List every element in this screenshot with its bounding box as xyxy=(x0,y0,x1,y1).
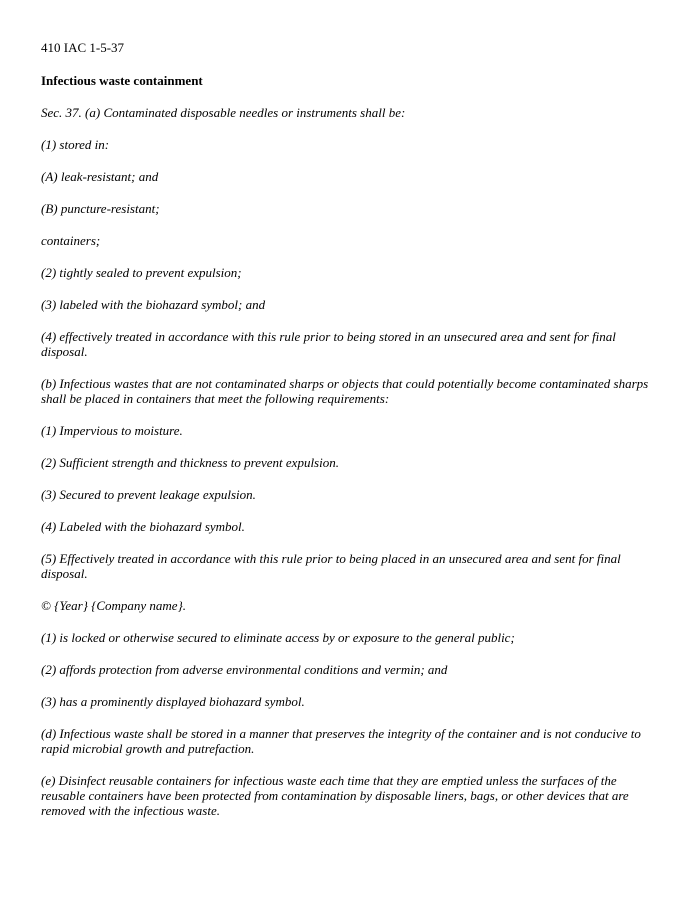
paragraph-b-5: (5) Effectively treated in accordance with this rule prior to being placed in an unsecured area and sent for final disposal. xyxy=(41,551,621,581)
paragraph-c-2: (2) affords protection from adverse environmental conditions and vermin; and xyxy=(41,662,448,677)
paragraph-c-3: (3) has a prominently displayed biohazard symbol. xyxy=(41,694,305,709)
paragraph-sec-37-a: Sec. 37. (a) Contaminated disposable needles or instruments shall be: xyxy=(41,105,406,120)
paragraph-b-4: (4) Labeled with the biohazard symbol. xyxy=(41,519,245,534)
paragraph-a-2: (2) tightly sealed to prevent expulsion; xyxy=(41,265,242,280)
paragraph-c-1: (1) is locked or otherwise secured to eliminate access by or exposure to the general public; xyxy=(41,630,515,645)
paragraph-a-1-A: (A) leak-resistant; and xyxy=(41,169,159,184)
paragraph-b-3: (3) Secured to prevent leakage expulsion. xyxy=(41,487,256,502)
paragraph-b-2: (2) Sufficient strength and thickness to prevent expulsion. xyxy=(41,455,339,470)
section-title: Infectious waste containment xyxy=(41,73,203,88)
document-page xyxy=(41,40,661,835)
copyright-line: © {Year} {Company name}. xyxy=(41,598,187,613)
paragraph-a-1-B: (B) puncture-resistant; xyxy=(41,201,160,216)
paragraph-a-1: (1) stored in: xyxy=(41,137,110,152)
paragraph-b-1: (1) Impervious to moisture. xyxy=(41,423,183,438)
paragraph-d: (d) Infectious waste shall be stored in a manner that preserves the integrity of the container and is not conducive to rapid microbial growth and putrefaction. xyxy=(41,726,641,756)
paragraph-a-4: (4) effectively treated in accordance with this rule prior to being stored in an unsecured area and sent for final disposal. xyxy=(41,329,616,359)
paragraph-containers: containers; xyxy=(41,233,101,248)
paragraph-b: (b) Infectious wastes that are not contaminated sharps or objects that could potentially become contaminated sharps shall be placed in containers that meet the following requirements: xyxy=(41,376,649,406)
paragraph-e: (e) Disinfect reusable containers for infectious waste each time that they are emptied unless the surfaces of the reusable containers have been protected from contamination by disposable liners, bags, or other devices that are removed with the infectious waste. xyxy=(41,773,629,818)
paragraph-a-3: (3) labeled with the biohazard symbol; and xyxy=(41,297,266,312)
citation: 410 IAC 1-5-37 xyxy=(41,40,125,55)
